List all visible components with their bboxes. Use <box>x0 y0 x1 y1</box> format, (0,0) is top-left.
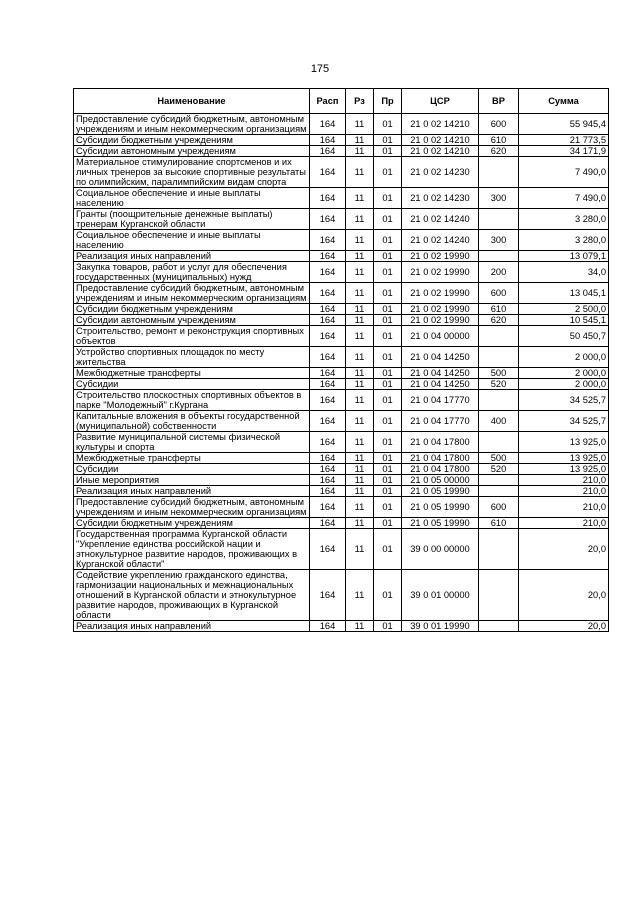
cell-name: Предоставление субсидий бюджетным, автономным учреждениям и иным некоммерческим организациям <box>74 114 310 135</box>
cell-rasp: 164 <box>310 146 346 157</box>
cell-vr: 520 <box>479 464 519 475</box>
cell-rz: 11 <box>346 304 374 315</box>
table-row <box>74 304 609 315</box>
cell-vr: 620 <box>479 146 519 157</box>
cell-rasp: 164 <box>310 209 346 230</box>
table-row <box>74 497 609 518</box>
cell-rz: 11 <box>346 432 374 453</box>
cell-pr: 01 <box>374 135 402 146</box>
cell-rasp: 164 <box>310 621 346 632</box>
cell-pr: 01 <box>374 464 402 475</box>
cell-vr: 500 <box>479 368 519 379</box>
cell-pr: 01 <box>374 209 402 230</box>
cell-rasp: 164 <box>310 368 346 379</box>
cell-name: Межбюджетные трансферты <box>74 453 310 464</box>
cell-rz: 11 <box>346 283 374 304</box>
cell-name: Закупка товаров, работ и услуг для обеспечения государственных (муниципальных) нужд <box>74 262 310 283</box>
table-row <box>74 135 609 146</box>
header-csr: ЦСР <box>402 89 479 114</box>
cell-csr: 21 0 04 14250 <box>402 368 479 379</box>
cell-sum: 13 925,0 <box>519 453 609 464</box>
cell-pr: 01 <box>374 621 402 632</box>
cell-sum: 20,0 <box>519 621 609 632</box>
table-row <box>74 326 609 347</box>
cell-pr: 01 <box>374 283 402 304</box>
cell-sum: 34 525,7 <box>519 390 609 411</box>
cell-name: Межбюджетные трансферты <box>74 368 310 379</box>
cell-csr: 21 0 04 00000 <box>402 326 479 347</box>
cell-rz: 11 <box>346 453 374 464</box>
budget-table <box>73 88 609 632</box>
cell-csr: 21 0 02 19990 <box>402 304 479 315</box>
cell-csr: 21 0 05 19990 <box>402 486 479 497</box>
cell-pr: 01 <box>374 188 402 209</box>
cell-rz: 11 <box>346 475 374 486</box>
cell-pr: 01 <box>374 475 402 486</box>
cell-sum: 210,0 <box>519 475 609 486</box>
cell-sum: 13 925,0 <box>519 432 609 453</box>
cell-csr: 21 0 02 14210 <box>402 135 479 146</box>
cell-csr: 21 0 02 14240 <box>402 209 479 230</box>
cell-rz: 11 <box>346 209 374 230</box>
cell-rasp: 164 <box>310 570 346 621</box>
cell-rz: 11 <box>346 379 374 390</box>
cell-sum: 210,0 <box>519 518 609 529</box>
cell-pr: 01 <box>374 157 402 188</box>
cell-rasp: 164 <box>310 379 346 390</box>
cell-csr: 21 0 02 14230 <box>402 188 479 209</box>
table-row <box>74 570 609 621</box>
table-row <box>74 621 609 632</box>
cell-pr: 01 <box>374 379 402 390</box>
cell-vr: 600 <box>479 283 519 304</box>
cell-vr: 600 <box>479 497 519 518</box>
cell-name: Субсидии <box>74 379 310 390</box>
cell-rasp: 164 <box>310 486 346 497</box>
cell-rz: 11 <box>346 497 374 518</box>
cell-vr <box>479 475 519 486</box>
cell-vr: 520 <box>479 379 519 390</box>
cell-csr: 39 0 00 00000 <box>402 529 479 570</box>
cell-name: Устройство спортивных площадок по месту жительства <box>74 347 310 368</box>
cell-rz: 11 <box>346 486 374 497</box>
cell-name: Реализация иных направлений <box>74 486 310 497</box>
cell-sum: 13 045,1 <box>519 283 609 304</box>
cell-rz: 11 <box>346 326 374 347</box>
cell-name: Государственная программа Курганской области "Укрепление единства российской нации и этнокультурное развитие народов, проживающих в Курганской области" <box>74 529 310 570</box>
cell-name: Предоставление субсидий бюджетным, автономным учреждениям и иным некоммерческим организациям <box>74 497 310 518</box>
table-row <box>74 262 609 283</box>
cell-rasp: 164 <box>310 518 346 529</box>
cell-pr: 01 <box>374 432 402 453</box>
cell-rz: 11 <box>346 251 374 262</box>
cell-pr: 01 <box>374 326 402 347</box>
cell-pr: 01 <box>374 570 402 621</box>
cell-sum: 7 490,0 <box>519 157 609 188</box>
cell-rasp: 164 <box>310 315 346 326</box>
table-row <box>74 251 609 262</box>
cell-vr <box>479 157 519 188</box>
cell-rz: 11 <box>346 157 374 188</box>
table-row <box>74 209 609 230</box>
cell-vr <box>479 251 519 262</box>
cell-sum: 13 079,1 <box>519 251 609 262</box>
table-row <box>74 283 609 304</box>
cell-pr: 01 <box>374 230 402 251</box>
cell-rasp: 164 <box>310 283 346 304</box>
cell-vr: 620 <box>479 315 519 326</box>
cell-vr <box>479 347 519 368</box>
cell-sum: 2 000,0 <box>519 368 609 379</box>
cell-csr: 21 0 04 14250 <box>402 347 479 368</box>
table-row <box>74 464 609 475</box>
cell-csr: 21 0 02 19990 <box>402 315 479 326</box>
cell-rasp: 164 <box>310 304 346 315</box>
cell-rasp: 164 <box>310 411 346 432</box>
cell-name: Субсидии автономным учреждениям <box>74 146 310 157</box>
table-row <box>74 529 609 570</box>
table-row <box>74 146 609 157</box>
cell-sum: 21 773,5 <box>519 135 609 146</box>
cell-csr: 21 0 02 19990 <box>402 262 479 283</box>
table-row <box>74 315 609 326</box>
cell-rz: 11 <box>346 188 374 209</box>
cell-rz: 11 <box>346 390 374 411</box>
cell-sum: 20,0 <box>519 570 609 621</box>
cell-csr: 21 0 02 19990 <box>402 283 479 304</box>
cell-sum: 20,0 <box>519 529 609 570</box>
cell-name: Субсидии бюджетным учреждениям <box>74 135 310 146</box>
header-sum: Сумма <box>519 89 609 114</box>
cell-sum: 7 490,0 <box>519 188 609 209</box>
cell-vr <box>479 326 519 347</box>
cell-pr: 01 <box>374 411 402 432</box>
cell-pr: 01 <box>374 529 402 570</box>
cell-name: Субсидии бюджетным учреждениям <box>74 518 310 529</box>
cell-vr <box>479 621 519 632</box>
cell-rz: 11 <box>346 411 374 432</box>
cell-rasp: 164 <box>310 529 346 570</box>
cell-csr: 21 0 05 19990 <box>402 518 479 529</box>
cell-rz: 11 <box>346 135 374 146</box>
cell-rz: 11 <box>346 114 374 135</box>
cell-pr: 01 <box>374 390 402 411</box>
cell-rz: 11 <box>346 347 374 368</box>
cell-rasp: 164 <box>310 497 346 518</box>
cell-rasp: 164 <box>310 464 346 475</box>
cell-rasp: 164 <box>310 114 346 135</box>
cell-sum: 13 925,0 <box>519 464 609 475</box>
cell-pr: 01 <box>374 486 402 497</box>
cell-csr: 21 0 02 14210 <box>402 114 479 135</box>
cell-name: Реализация иных направлений <box>74 621 310 632</box>
cell-rasp: 164 <box>310 135 346 146</box>
header-pr: Пр <box>374 89 402 114</box>
cell-vr <box>479 390 519 411</box>
cell-vr: 400 <box>479 411 519 432</box>
cell-name: Социальное обеспечение и иные выплаты населению <box>74 188 310 209</box>
table-body <box>74 114 609 632</box>
cell-sum: 34 525,7 <box>519 411 609 432</box>
cell-vr: 500 <box>479 453 519 464</box>
cell-vr <box>479 570 519 621</box>
cell-csr: 21 0 05 00000 <box>402 475 479 486</box>
cell-vr <box>479 209 519 230</box>
cell-name: Строительство, ремонт и реконструкция спортивных объектов <box>74 326 310 347</box>
cell-vr: 610 <box>479 304 519 315</box>
table-row <box>74 390 609 411</box>
cell-csr: 21 0 02 14240 <box>402 230 479 251</box>
table-row <box>74 475 609 486</box>
table-row <box>74 453 609 464</box>
cell-sum: 34 171,9 <box>519 146 609 157</box>
cell-name: Развитие муниципальной системы физической культуры и спорта <box>74 432 310 453</box>
cell-pr: 01 <box>374 304 402 315</box>
cell-sum: 2 000,0 <box>519 347 609 368</box>
cell-vr <box>479 486 519 497</box>
cell-sum: 2 500,0 <box>519 304 609 315</box>
cell-rasp: 164 <box>310 188 346 209</box>
cell-rasp: 164 <box>310 230 346 251</box>
cell-sum: 34,0 <box>519 262 609 283</box>
cell-csr: 39 0 01 00000 <box>402 570 479 621</box>
cell-sum: 3 280,0 <box>519 209 609 230</box>
cell-rasp: 164 <box>310 157 346 188</box>
cell-rz: 11 <box>346 315 374 326</box>
cell-name: Иные мероприятия <box>74 475 310 486</box>
cell-vr <box>479 432 519 453</box>
cell-sum: 50 450,7 <box>519 326 609 347</box>
table-row <box>74 347 609 368</box>
cell-pr: 01 <box>374 315 402 326</box>
cell-name: Строительство плоскостных спортивных объектов в парке "Молодежный" г.Кургана <box>74 390 310 411</box>
cell-sum: 55 945,4 <box>519 114 609 135</box>
cell-csr: 21 0 04 17800 <box>402 464 479 475</box>
cell-name: Субсидии <box>74 464 310 475</box>
cell-csr: 21 0 04 14250 <box>402 379 479 390</box>
table-row <box>74 432 609 453</box>
cell-rz: 11 <box>346 570 374 621</box>
table-row <box>74 157 609 188</box>
cell-vr: 600 <box>479 114 519 135</box>
cell-sum: 210,0 <box>519 486 609 497</box>
cell-sum: 2 000,0 <box>519 379 609 390</box>
cell-pr: 01 <box>374 368 402 379</box>
cell-csr: 21 0 05 19990 <box>402 497 479 518</box>
cell-name: Гранты (поощрительные денежные выплаты) тренерам Курганской области <box>74 209 310 230</box>
table-row <box>74 230 609 251</box>
cell-rz: 11 <box>346 464 374 475</box>
cell-sum: 10 545,1 <box>519 315 609 326</box>
cell-name: Субсидии бюджетным учреждениям <box>74 304 310 315</box>
cell-rasp: 164 <box>310 347 346 368</box>
cell-name: Содействие укреплению гражданского единства, гармонизации национальных и межнациональных отношений в Курганской области и этнокультурное развитие народов, проживающих в Курганской области <box>74 570 310 621</box>
table-row <box>74 379 609 390</box>
cell-pr: 01 <box>374 453 402 464</box>
cell-name: Материальное стимулирование спортсменов и их личных тренеров за высокие спортивные результаты по олимпийским, паралимпийским видам спорта <box>74 157 310 188</box>
page-number: 175 <box>310 63 330 75</box>
cell-vr: 200 <box>479 262 519 283</box>
cell-pr: 01 <box>374 114 402 135</box>
cell-pr: 01 <box>374 262 402 283</box>
cell-rasp: 164 <box>310 326 346 347</box>
cell-rz: 11 <box>346 621 374 632</box>
table-row <box>74 486 609 497</box>
cell-vr: 300 <box>479 188 519 209</box>
cell-pr: 01 <box>374 518 402 529</box>
cell-vr <box>479 529 519 570</box>
cell-csr: 21 0 02 19990 <box>402 251 479 262</box>
header-name: Наименование <box>74 89 310 114</box>
table-row <box>74 368 609 379</box>
cell-rz: 11 <box>346 262 374 283</box>
cell-pr: 01 <box>374 347 402 368</box>
table-row <box>74 411 609 432</box>
cell-sum: 3 280,0 <box>519 230 609 251</box>
cell-pr: 01 <box>374 497 402 518</box>
cell-csr: 39 0 01 19990 <box>402 621 479 632</box>
cell-csr: 21 0 04 17800 <box>402 432 479 453</box>
cell-vr: 610 <box>479 135 519 146</box>
table-row <box>74 114 609 135</box>
cell-vr: 300 <box>479 230 519 251</box>
table-row <box>74 518 609 529</box>
cell-csr: 21 0 04 17770 <box>402 411 479 432</box>
cell-rz: 11 <box>346 529 374 570</box>
cell-name: Социальное обеспечение и иные выплаты населению <box>74 230 310 251</box>
cell-rasp: 164 <box>310 251 346 262</box>
cell-name: Капитальные вложения в объекты государственной (муниципальной) собственности <box>74 411 310 432</box>
cell-rasp: 164 <box>310 432 346 453</box>
cell-pr: 01 <box>374 251 402 262</box>
table-row <box>74 188 609 209</box>
cell-name: Реализация иных направлений <box>74 251 310 262</box>
cell-sum: 210,0 <box>519 497 609 518</box>
header-vr: ВР <box>479 89 519 114</box>
table-header-row <box>74 89 609 114</box>
cell-name: Субсидии автономным учреждениям <box>74 315 310 326</box>
cell-rasp: 164 <box>310 390 346 411</box>
cell-rasp: 164 <box>310 262 346 283</box>
cell-csr: 21 0 02 14210 <box>402 146 479 157</box>
header-rz: Рз <box>346 89 374 114</box>
cell-pr: 01 <box>374 146 402 157</box>
cell-rasp: 164 <box>310 453 346 464</box>
cell-rz: 11 <box>346 146 374 157</box>
cell-csr: 21 0 04 17770 <box>402 390 479 411</box>
cell-rasp: 164 <box>310 475 346 486</box>
header-rasp: Расп <box>310 89 346 114</box>
cell-name: Предоставление субсидий бюджетным, автономным учреждениям и иным некоммерческим организациям <box>74 283 310 304</box>
cell-csr: 21 0 04 17800 <box>402 453 479 464</box>
cell-csr: 21 0 02 14230 <box>402 157 479 188</box>
cell-rz: 11 <box>346 368 374 379</box>
cell-vr: 610 <box>479 518 519 529</box>
cell-rz: 11 <box>346 230 374 251</box>
cell-rz: 11 <box>346 518 374 529</box>
